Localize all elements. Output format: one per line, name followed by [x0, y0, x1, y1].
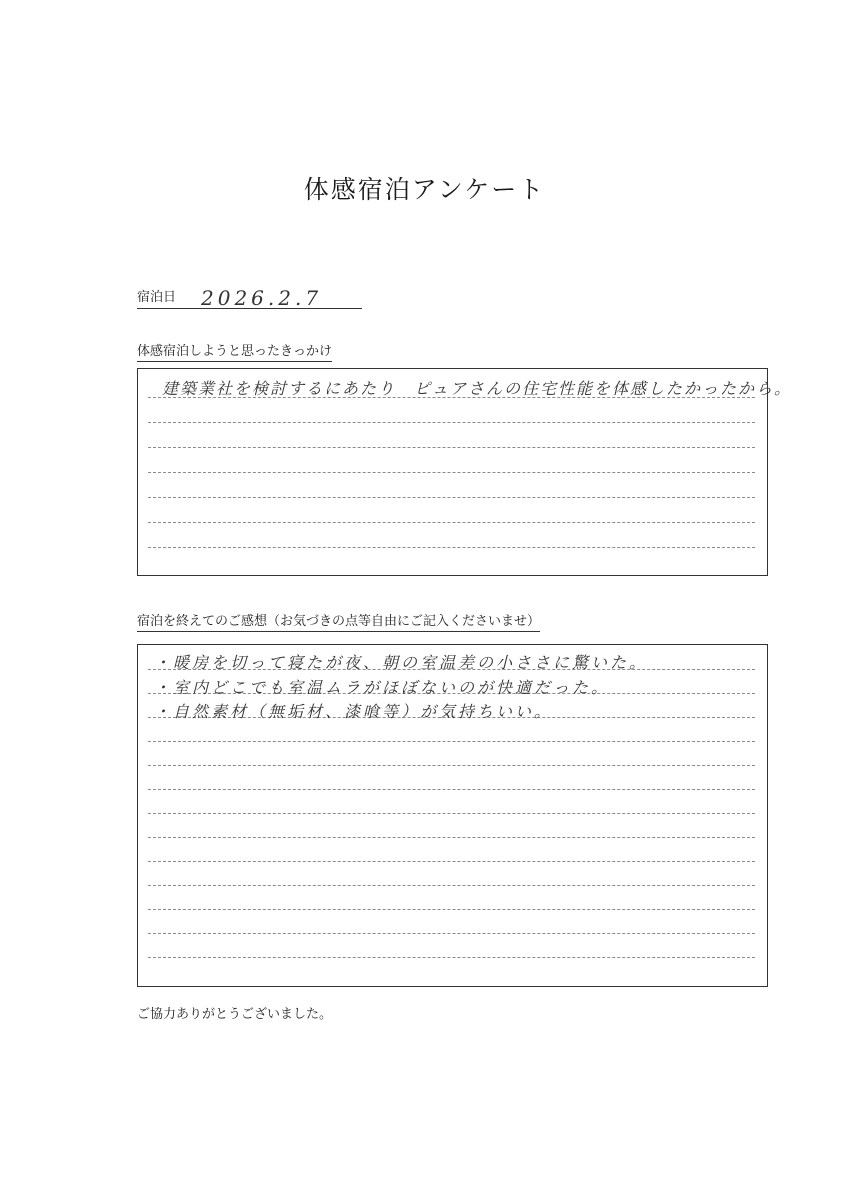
impressions-handwritten-line: ・自然素材（無垢材、漆喰等）が気持ちいい。 — [154, 702, 554, 721]
ruled-line — [148, 909, 755, 910]
ruled-line — [148, 497, 755, 498]
ruled-line — [148, 861, 755, 862]
ruled-line — [148, 789, 755, 790]
impressions-handwritten-line: ・室内どこでも室温ムラがほぼないのが快適だった。 — [154, 678, 611, 697]
ruled-line — [148, 422, 755, 423]
ruled-line — [148, 837, 755, 838]
impressions-answer-box — [137, 644, 768, 987]
motivation-handwritten-line: 建築業社を検討するにあたり ピュアさんの住宅性能を体感したかったから。 — [162, 379, 793, 398]
motivation-answer-box — [137, 368, 793, 576]
ruled-line — [148, 741, 755, 742]
ruled-line — [148, 957, 755, 958]
ruled-line — [148, 522, 755, 523]
ruled-line — [148, 765, 755, 766]
stay-date-field — [137, 282, 362, 309]
closing-message: ご協力ありがとうございました。 — [137, 1007, 333, 1022]
impressions-heading: 宿泊を終えてのご感想（お気づきの点等自由にご記入くださいませ） — [137, 610, 540, 632]
ruled-line — [148, 447, 755, 448]
impressions-handwritten-line: ・暖房を切って寝たが夜、朝の室温差の小ささに驚いた。 — [154, 653, 649, 672]
stay-date-handwritten-value: 2026.2.7 — [201, 286, 323, 310]
ruled-line — [148, 885, 755, 886]
motivation-heading: 体感宿泊しようと思ったきっかけ — [137, 340, 332, 362]
stay-date-label: 宿泊日 — [137, 290, 177, 305]
ruled-line — [148, 472, 755, 473]
ruled-line — [148, 813, 755, 814]
page-title: 体感宿泊アンケート — [303, 175, 546, 204]
ruled-line — [148, 547, 755, 548]
ruled-line — [148, 933, 755, 934]
